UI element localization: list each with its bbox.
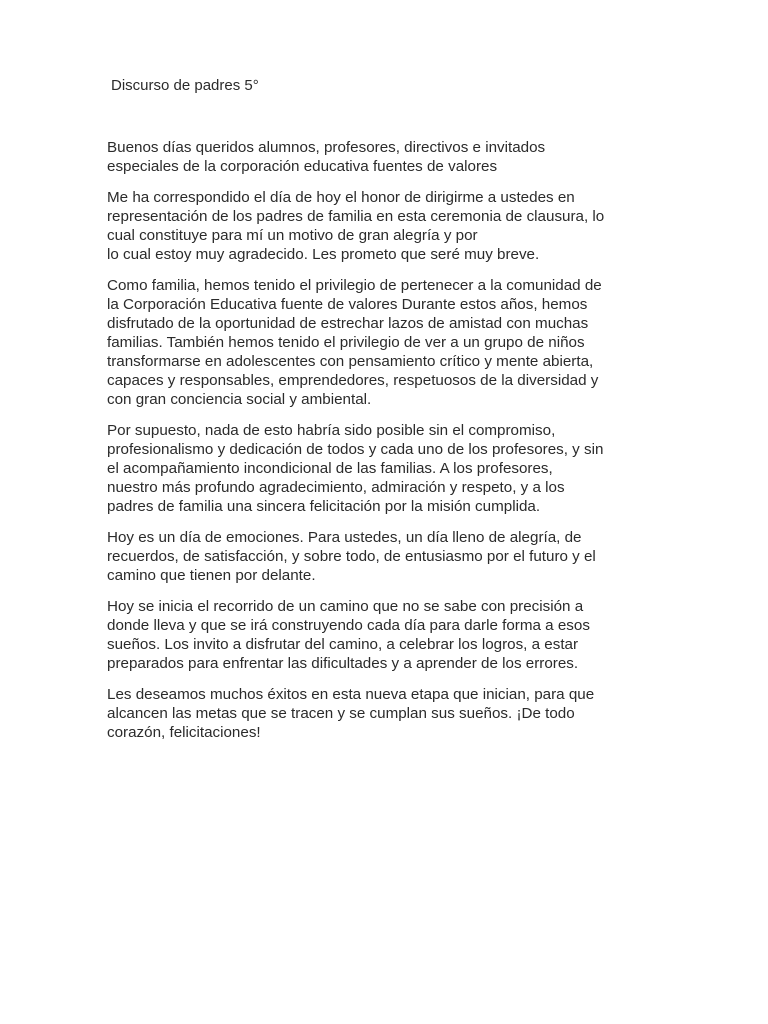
paragraph-6	[107, 597, 687, 673]
document-body	[107, 138, 687, 754]
text-line: Hoy se inicia el recorrido de un camino que no se sabe con precisión a	[107, 598, 584, 615]
text-line: especiales de la corporación educativa fuentes de valores	[107, 158, 498, 175]
paragraph-2	[107, 188, 687, 264]
text-line: familias. También hemos tenido el privilegio de ver a un grupo de niños	[107, 334, 585, 351]
text-line: camino que tienen por delante.	[107, 567, 316, 584]
text-line: alcancen las metas que se tracen y se cumplan sus sueños. ¡De todo	[107, 705, 575, 722]
text-line: lo cual estoy muy agradecido. Les prometo que seré muy breve.	[107, 246, 540, 263]
text-line: Hoy es un día de emociones. Para ustedes, un día lleno de alegría, de	[107, 529, 582, 546]
text-line: sueños. Los invito a disfrutar del camino, a celebrar los logros, a estar	[107, 636, 579, 653]
text-line: con gran conciencia social y ambiental.	[107, 391, 372, 408]
text-line: la Corporación Educativa fuente de valores Durante estos años, hemos	[107, 296, 588, 313]
text-line: transformarse en adolescentes con pensamiento crítico y mente abierta,	[107, 353, 594, 370]
text-line: recuerdos, de satisfacción, y sobre todo, de entusiasmo por el futuro y el	[107, 548, 596, 565]
text-line: Les deseamos muchos éxitos en esta nueva etapa que inician, para que	[107, 686, 595, 703]
text-line: preparados para enfrentar las dificultades y a aprender de los errores.	[107, 655, 579, 672]
text-line: Por supuesto, nada de esto habría sido posible sin el compromiso,	[107, 422, 556, 439]
text-line: cual constituye para mí un motivo de gran alegría y por	[107, 227, 478, 244]
paragraph-5	[107, 528, 687, 585]
text-line: padres de familia una sincera felicitación por la misión cumplida.	[107, 498, 541, 515]
text-line: Me ha correspondido el día de hoy el honor de dirigirme a ustedes en	[107, 189, 575, 206]
paragraph-3	[107, 276, 687, 409]
text-line: disfrutado de la oportunidad de estrechar lazos de amistad con muchas	[107, 315, 589, 332]
text-line: representación de los padres de familia en esta ceremonia de clausura, lo	[107, 208, 605, 225]
text-line: el acompañamiento incondicional de las familias. A los profesores,	[107, 460, 553, 477]
paragraph-4	[107, 421, 687, 516]
text-line: Buenos días queridos alumnos, profesores, directivos e invitados	[107, 139, 546, 156]
text-line: donde lleva y que se irá construyendo cada día para darle forma a esos	[107, 617, 590, 634]
text-line: capaces y responsables, emprendedores, respetuosos de la diversidad y	[107, 372, 599, 389]
text-line: nuestro más profundo agradecimiento, admiración y respeto, y a los	[107, 479, 565, 496]
text-line: corazón, felicitaciones!	[107, 724, 261, 741]
paragraph-7	[107, 685, 687, 742]
text-line: profesionalismo y dedicación de todos y cada uno de los profesores, y sin	[107, 441, 604, 458]
document-title: Discurso de padres 5°	[111, 77, 259, 94]
paragraph-1	[107, 138, 687, 176]
text-line: Como familia, hemos tenido el privilegio de pertenecer a la comunidad de	[107, 277, 602, 294]
